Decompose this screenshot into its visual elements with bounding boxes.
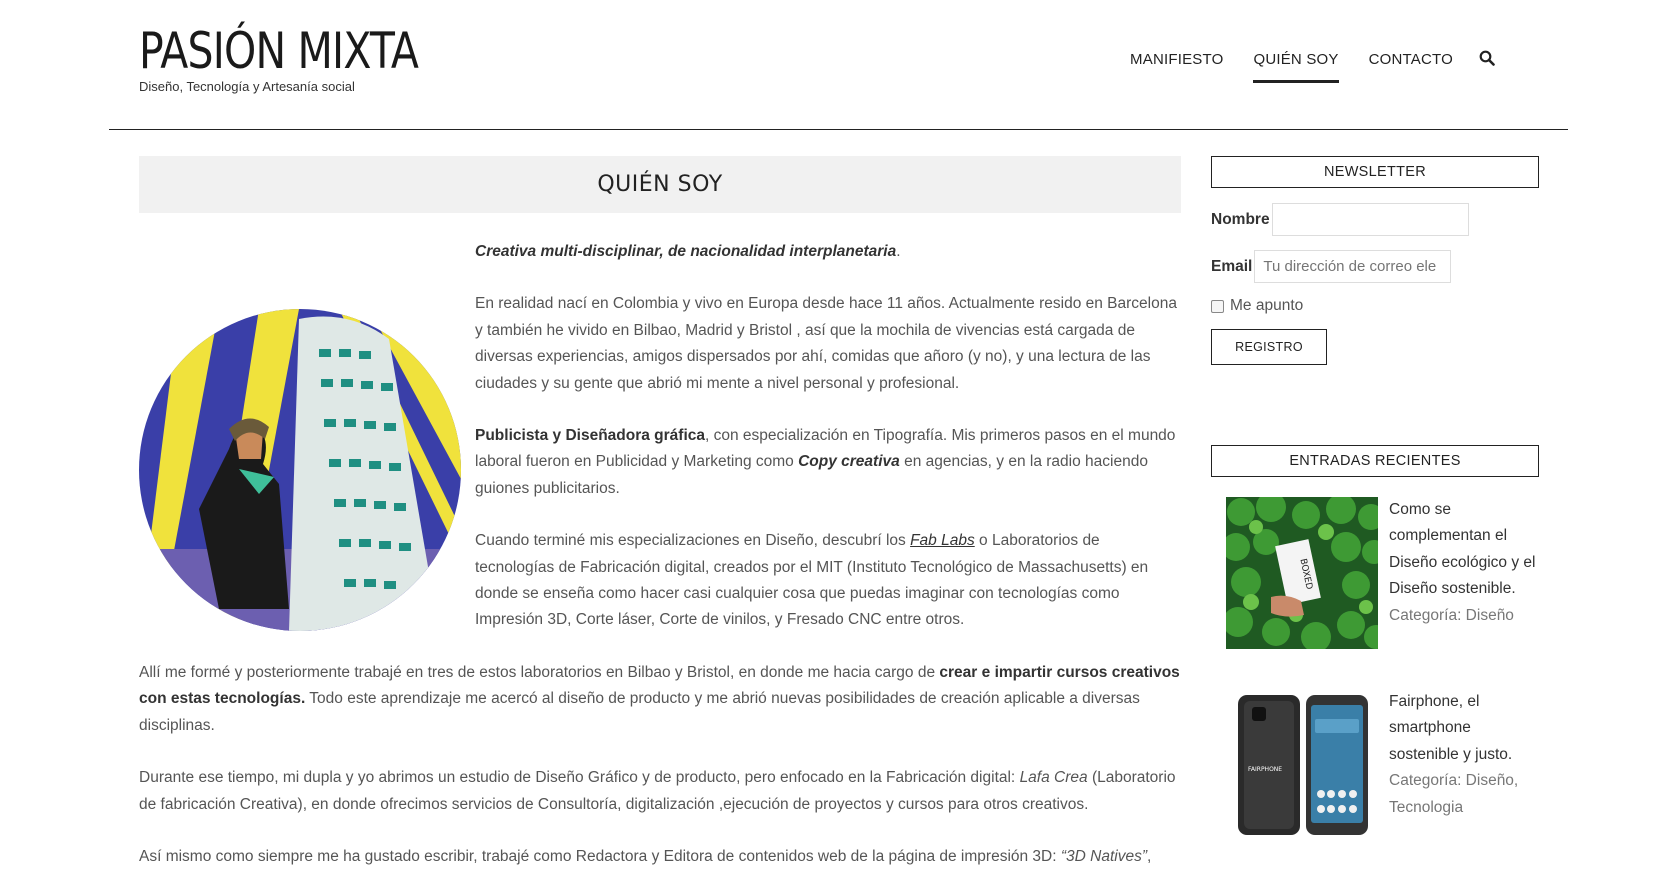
post-text (1389, 497, 1539, 649)
post-category[interactable]: Categoría: Diseño (1389, 606, 1514, 624)
email-row (1211, 250, 1539, 283)
svg-text:BOXED: BOXED (1297, 557, 1314, 591)
recent-post[interactable] (1211, 497, 1539, 649)
post-category[interactable]: Categoría: Diseño, Tecnologia (1389, 772, 1519, 816)
sidebar (1211, 156, 1539, 841)
email-input[interactable] (1254, 250, 1451, 283)
post-title[interactable]: Fairphone, el smartphone sostenible y justo. (1389, 693, 1513, 763)
post-thumbnail-leaves[interactable] (1226, 497, 1378, 649)
subscribe-checkbox-row[interactable] (1211, 297, 1539, 315)
nav-contacto[interactable]: CONTACTO (1368, 50, 1453, 68)
site-title[interactable]: PASIÓN MIXTA (139, 22, 419, 80)
site-header (0, 0, 1675, 130)
email-label: Email (1211, 257, 1253, 275)
main-nav (1100, 50, 1495, 83)
subscribe-checkbox[interactable] (1211, 300, 1224, 313)
page-title: QUIÉN SOY (597, 172, 723, 197)
paragraph-writing: Así mismo como siempre me ha gustado escribir, trabajé como Redactora y Editora de contenidos web de la página de impresión 3D: “3D Natives”, (139, 847, 1152, 865)
newsletter-title: NEWSLETTER (1211, 156, 1539, 188)
intro-paragraph: Creativa multi-disciplinar, de nacionalidad interplanetaria. (475, 243, 901, 260)
header-divider (109, 129, 1568, 130)
post-title[interactable]: Como se complementan el Diseño ecológico y el Diseño sostenible. (1389, 501, 1536, 598)
recent-posts-title: ENTRADAS RECIENTES (1211, 445, 1539, 477)
fab-labs-link[interactable]: Fab Labs (910, 532, 975, 550)
register-button[interactable]: REGISTRO (1211, 329, 1327, 365)
svg-text:FAIRPHONE: FAIRPHONE (1248, 766, 1283, 773)
profile-illustration (139, 309, 461, 631)
paragraph-career: Publicista y Diseñadora gráfica, con especialización en Tipografía. Mis primeros pasos en el mundo laboral fueron en Publicidad y Marketing como Copy creativa en agencias, y en la radio haciendo guiones publicitarios. (475, 427, 1176, 497)
post-text (1389, 689, 1539, 841)
paragraph-origin: En realidad nací en Colombia y vivo en Europa desde hace 11 años. Actualmente resido en Barcelona y también he vivido en Bilbao, Madrid y Bristol , así que la mochila de vivencias está cargada de diversas experiencias, amigos dispersados por ahí, comidas que añoro (y no), y una lectura de las ciudades y su gente que abrió mi mente a nivel personal y profesional. (475, 295, 1177, 392)
post-thumbnail-phones[interactable] (1226, 689, 1378, 841)
paragraph-studio: Durante ese tiempo, mi dupla y yo abrimos un estudio de Diseño Gráfico y de producto, pero enfocado en la Fabricación digital: Lafa Crea (Laboratorio de fabricación Creativa), en donde ofrecimos servicios de Consultoría, digitalización ,ejecución de proyectos y cursos para otros creativos. (139, 769, 1176, 813)
main-content (139, 156, 1181, 896)
article-body (139, 239, 1181, 870)
name-label: Nombre (1211, 210, 1270, 228)
subscribe-label: Me apunto (1230, 297, 1304, 314)
search-icon[interactable] (1479, 50, 1495, 83)
site-tagline: Diseño, Tecnología y Artesanía social (139, 79, 355, 94)
name-input[interactable] (1272, 203, 1469, 236)
page-title-bar (139, 156, 1181, 213)
nav-manifiesto[interactable]: MANIFIESTO (1130, 50, 1224, 68)
nav-quien-soy[interactable]: QUIÉN SOY (1253, 51, 1338, 83)
paragraph-fablabs: Cuando terminé mis especializaciones en Diseño, descubrí los Fab Labs o Laboratorios de tecnologías de Fabricación digital, creados por el MIT (Instituto Tecnológico de Massachusetts) en donde se enseña como hacer casi cualquier cosa que puedas imaginar con tecnologías como Impresión 3D, Corte láser, Corte de vinilos, y Fresado CNC entre otros. (475, 532, 1149, 629)
recent-post[interactable] (1211, 689, 1539, 841)
name-row (1211, 203, 1539, 236)
paragraph-labs-work: Allí me formé y posteriormente trabajé en tres de estos laboratorios en Bilbao y Bristol, en donde me hacia cargo de crear e impartir cursos creativos con estas tecnologías. Todo este aprendizaje me acercó al diseño de producto y me abrió nuevas posibilidades de creación aplicable a diversas disciplinas. (139, 663, 1180, 734)
